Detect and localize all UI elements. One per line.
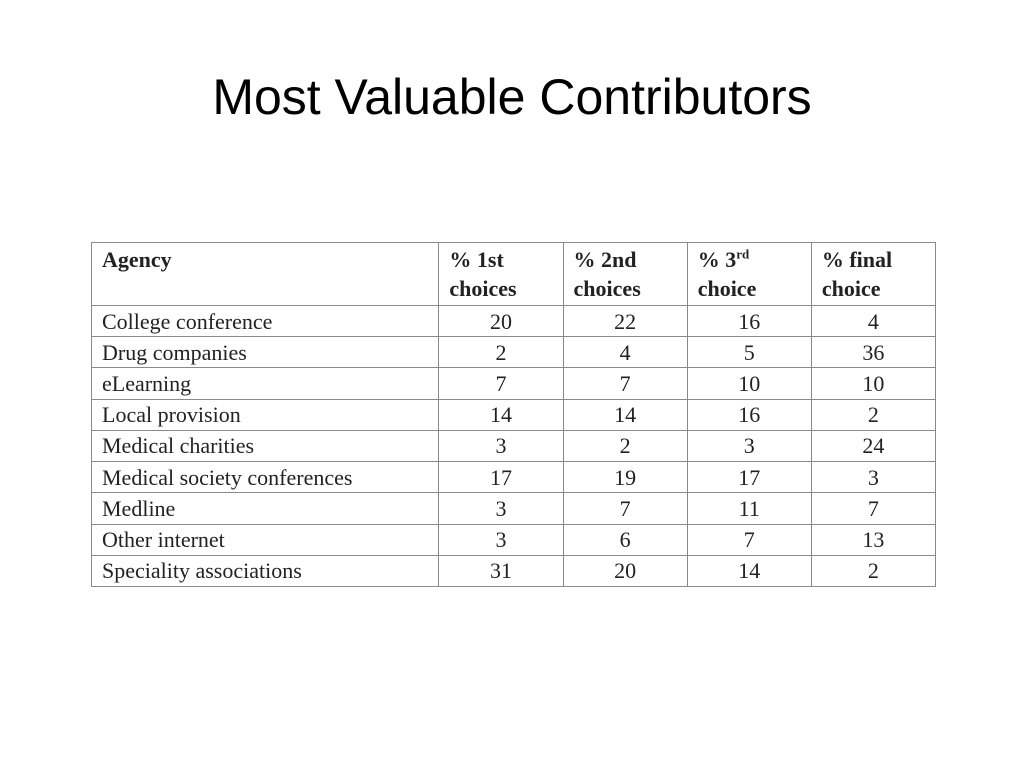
cell-second: 22 (563, 306, 687, 337)
table-row (92, 555, 936, 586)
cell-final: 7 (811, 493, 935, 524)
cell-second: 20 (563, 555, 687, 586)
cell-agency: Drug companies (92, 337, 439, 368)
cell-second: 7 (563, 493, 687, 524)
cell-second: 7 (563, 368, 687, 399)
table-header-row (92, 243, 936, 306)
cell-first: 20 (439, 306, 563, 337)
cell-first: 14 (439, 399, 563, 430)
cell-agency: Local provision (92, 399, 439, 430)
cell-final: 36 (811, 337, 935, 368)
cell-second: 14 (563, 399, 687, 430)
header-agency: Agency (92, 243, 439, 306)
cell-third: 14 (687, 555, 811, 586)
cell-third: 7 (687, 524, 811, 555)
cell-second: 2 (563, 430, 687, 461)
cell-third: 16 (687, 306, 811, 337)
cell-first: 17 (439, 462, 563, 493)
header-final-choice: % final choice (811, 243, 935, 306)
cell-first: 3 (439, 493, 563, 524)
header-second-choices: % 2nd choices (563, 243, 687, 306)
header-first-choices: % 1st choices (439, 243, 563, 306)
cell-final: 2 (811, 555, 935, 586)
table-row (92, 399, 936, 430)
cell-second: 19 (563, 462, 687, 493)
header-third-choice: % 3rd choice (687, 243, 811, 306)
table-row (92, 368, 936, 399)
cell-final: 24 (811, 430, 935, 461)
table-row (92, 462, 936, 493)
cell-third: 5 (687, 337, 811, 368)
cell-third: 11 (687, 493, 811, 524)
cell-agency: Other internet (92, 524, 439, 555)
contributors-table (91, 242, 936, 587)
cell-first: 31 (439, 555, 563, 586)
table-row (92, 306, 936, 337)
cell-final: 13 (811, 524, 935, 555)
cell-second: 6 (563, 524, 687, 555)
cell-final: 4 (811, 306, 935, 337)
table-row (92, 524, 936, 555)
cell-first: 3 (439, 430, 563, 461)
cell-third: 10 (687, 368, 811, 399)
contributors-table-container (91, 242, 936, 587)
cell-first: 3 (439, 524, 563, 555)
cell-third: 3 (687, 430, 811, 461)
table-row (92, 493, 936, 524)
cell-final: 2 (811, 399, 935, 430)
cell-agency: eLearning (92, 368, 439, 399)
cell-agency: College conference (92, 306, 439, 337)
cell-first: 7 (439, 368, 563, 399)
table-row (92, 337, 936, 368)
cell-first: 2 (439, 337, 563, 368)
cell-second: 4 (563, 337, 687, 368)
cell-agency: Medline (92, 493, 439, 524)
cell-final: 10 (811, 368, 935, 399)
cell-agency: Medical society conferences (92, 462, 439, 493)
cell-agency: Medical charities (92, 430, 439, 461)
page-title: Most Valuable Contributors (212, 69, 812, 125)
cell-third: 16 (687, 399, 811, 430)
cell-agency: Speciality associations (92, 555, 439, 586)
table-row (92, 430, 936, 461)
cell-final: 3 (811, 462, 935, 493)
cell-third: 17 (687, 462, 811, 493)
